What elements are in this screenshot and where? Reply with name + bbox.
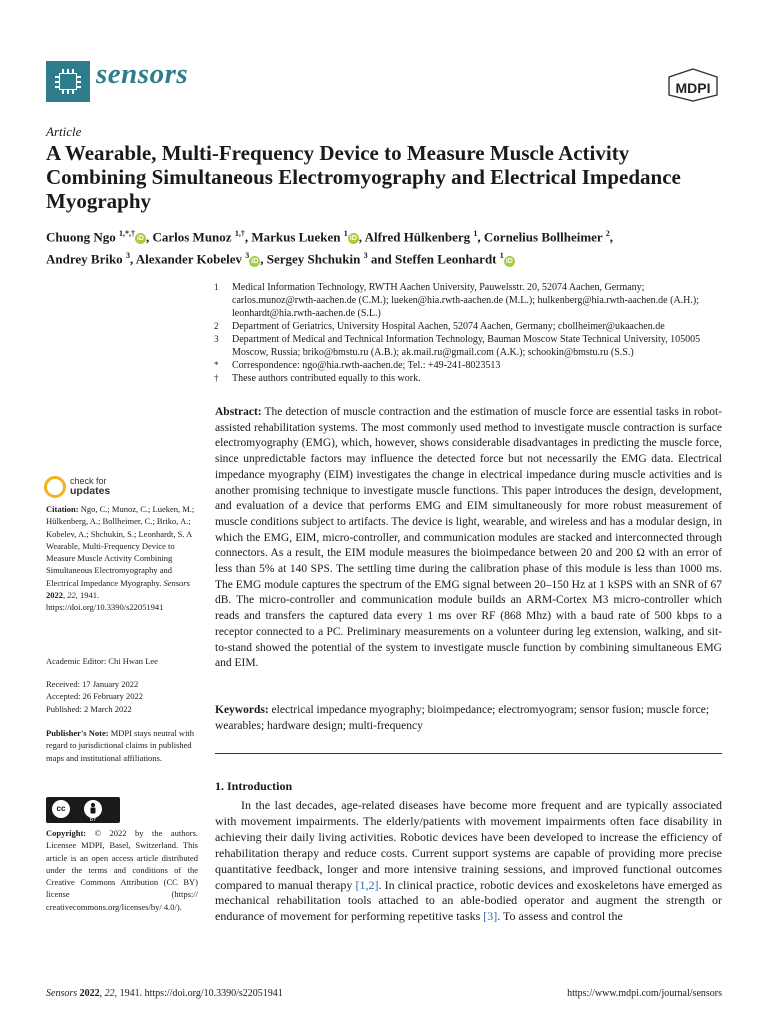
publisher-logo [667, 68, 719, 102]
footer-citation: Sensors 2022, 22, 1941. https://doi.org/10.3390/s22051941 [46, 988, 283, 999]
orcid-icon[interactable]: iD [136, 235, 144, 243]
accepted-date: Accepted: 26 February 2022 [46, 691, 144, 702]
journal-logo-icon [46, 61, 90, 102]
citation-link[interactable]: [3] [483, 909, 498, 924]
author-name[interactable]: Cornelius Bollheimer [483, 229, 603, 245]
academic-editor: Academic Editor: Chi Hwan Lee [46, 656, 158, 666]
author-name[interactable]: Alfred Hülkenberg [364, 229, 471, 245]
published-date: Published: 2 March 2022 [46, 703, 132, 714]
orcid-icon[interactable]: iD [505, 257, 513, 265]
citation-link[interactable]: [1,2] [355, 877, 379, 892]
author-name[interactable]: Steffen Leonhardt [395, 251, 497, 267]
abstract: Abstract: The detection of muscle contraction and the estimation of muscle force are essential tasks in robot-assisted rehabilitation systems. The most commonly used method to investigate muscle contraction is surface electromyography (EMG), which, however, shows considerable disadvantages in predicting the muscle force, since unpredictable factors may influence the detected force but not necessarily the EMG data. Electrical impedance myography (EIM) investigates the change in electrical impedance during muscle activities and is another promising technique to investigate muscle functions. This paper introduces the design, development, and evaluation of a device that performs EMG and EIM simultaneously for more robust measurement of muscle conditions subject to artifacts. The device is light, wearable, and wireless and has a modular design, in which the EMG, EIM, micro-controller, and communication modules are stacked and interconnected through connectors. As a result, the EIM module measures the bioimpedance between 20 and 200 Ω with an error of less than 5% at 140 SPS. The settling time during the calibration phase of this module is less than 1000 ms. The EMG module captures the spectrum of the EMG signal between 20–150 Hz at 1 kSPS with an SNR of 67 dB. The micro-controller and communication module builds an ARM-Cortex M3 micro-controller which reads and transfers the captured data every 1 ms over RF (868 Mhz) with a baud rate of 500 kbps to a receptor connected to a PC. Preliminary measurements on a volunteer during leg extension, walking, and sit-to-stand showed the potential of the system to investigate muscle function by combining simultaneous EMG and EIM. [215, 406, 722, 670]
introduction-paragraph: In the last decades, age-related diseases have become more frequent and are typically associated with movement impairments. The elderly/patients with movement impairments often face disability in achieving their daily living activities. Robotic devices have been developed to increase the efficiency of rehabilitation therapy and reduce costs. Current support systems are capable of providing more precise quantitative feedback, longer and more intensive training sessions, and improved functional outcomes compared to manual therapy [1,2]. In clinical practice, robotic devices and exoskeletons have emerged as mechanical rehabilitation tools attached to an able-bodied operator and augment the strength or endurance of movement for performing repetitive tasks [3]. To assess and control the [215, 798, 722, 924]
author-name[interactable]: Markus Lueken [251, 229, 341, 245]
author-name[interactable]: Chuong Ngo [46, 229, 116, 245]
check-for-updates-button[interactable]: check for updates [44, 475, 164, 499]
author-name[interactable]: Alexander Kobelev [135, 251, 243, 267]
correspondence: * Correspondence: ngo@hia.rwth-aachen.de; Tel.: +49-241-8023513 [214, 360, 501, 371]
orcid-icon[interactable]: iD [349, 235, 357, 243]
orcid-icon[interactable]: iD [251, 257, 259, 265]
citation-block: Citation: Ngo, C.; Munoz, C.; Lueken, M.; Hülkenberg, A.; Bollheimer, C.; Briko, A.; Kobelev, A.; Shchukin, S.; Leonhardt, S. A Wearable, Multi-Frequency Device to Measure Muscle Activity Combining Simultaneous Electromyography and Electrical Impedance Myography. Sensors 2022, 22, 1941. https://doi.org/10.3390/s22051941 [46, 504, 195, 613]
article-type: Article [46, 124, 82, 139]
cc-icon: cc [52, 800, 70, 818]
author-name[interactable]: Andrey Briko [46, 251, 123, 267]
author-name[interactable]: Sergey Shchukin [266, 251, 361, 267]
affiliation-item: 1 Medical Information Technology, RWTH Aachen University, Pauwelsstr. 20, 52074 Aachen, Germany; carlos.munoz@rwth-aachen.de (C.M.); lueken@hia.rwth-aachen.de (M.L.); hulkenberg@hia.rwth-aachen.de (A.H.); leonhardt@hia.rwth-aachen.de (S.L.) [214, 282, 699, 319]
copyright-notice: Copyright: © 2022 by the authors. Licensee MDPI, Basel, Switzerland. This article is an open access article distributed under the terms and conditions of the Creative Commons Attribution (CC BY) license (https:// creativecommons.org/licenses/by/ 4.0/). [46, 828, 199, 912]
section-heading: 1. Introduction [215, 779, 293, 793]
received-date: Received: 17 January 2022 [46, 679, 139, 689]
article-title: A Wearable, Multi-Frequency Device to Measure Muscle Activity Combining Simultaneous Electromyography and Electrical Impedance Myography [46, 141, 681, 213]
publisher-name: MDPI [675, 80, 711, 96]
author-name[interactable]: Carlos Munoz [152, 229, 232, 245]
affiliations [214, 281, 724, 385]
section-divider [215, 753, 722, 754]
attribution-person-icon [84, 800, 102, 818]
footer-journal-url[interactable]: https://www.mdpi.com/journal/sensors [567, 988, 722, 999]
cc-by-license-icon[interactable]: cc BY [46, 797, 120, 823]
publishers-note: Publisher's Note: MDPI stays neutral with regard to jurisdictional claims in published maps and institutional affiliations. [46, 728, 195, 763]
publication-dates [46, 678, 198, 715]
check-for-updates-icon [44, 476, 66, 498]
affiliation-item: 2 Department of Geriatrics, University Hospital Aachen, 52074 Aachen, Germany; cbollheimer@ukaachen.de [214, 321, 665, 332]
equal-contribution-note: † These authors contributed equally to this work. [214, 373, 421, 384]
author-list: Chuong Ngo $^{1,*,\dagger}$iD , Carlos Munoz $^{1,\dagger}$, Markus Lueken $^1$iD , Alfred Hülkenberg $^1$, Cornelius Bollheimer $^2$, Andrey Briko $^3$, Alexander Kobelev $^3$iD , Sergey Shchukin $^3$ and Steffen Leonhardt $^1$iD [46, 229, 613, 267]
affiliation-item: 3 Department of Medical and Technical Information Technology, Bauman Moscow State Technical University, 105005 Moscow, Russia; briko@bmstu.ru (A.B.); ak.mail.ru@gmail.com (A.K.); schookin@bmstu.ru (S.S.) [214, 334, 701, 358]
journal-name: sensors [96, 58, 189, 90]
keywords: Keywords: electrical impedance myography; bioimpedance; electromyogram; sensor fusion; muscle force; wearables; hardware design; multi-frequency [215, 704, 710, 732]
